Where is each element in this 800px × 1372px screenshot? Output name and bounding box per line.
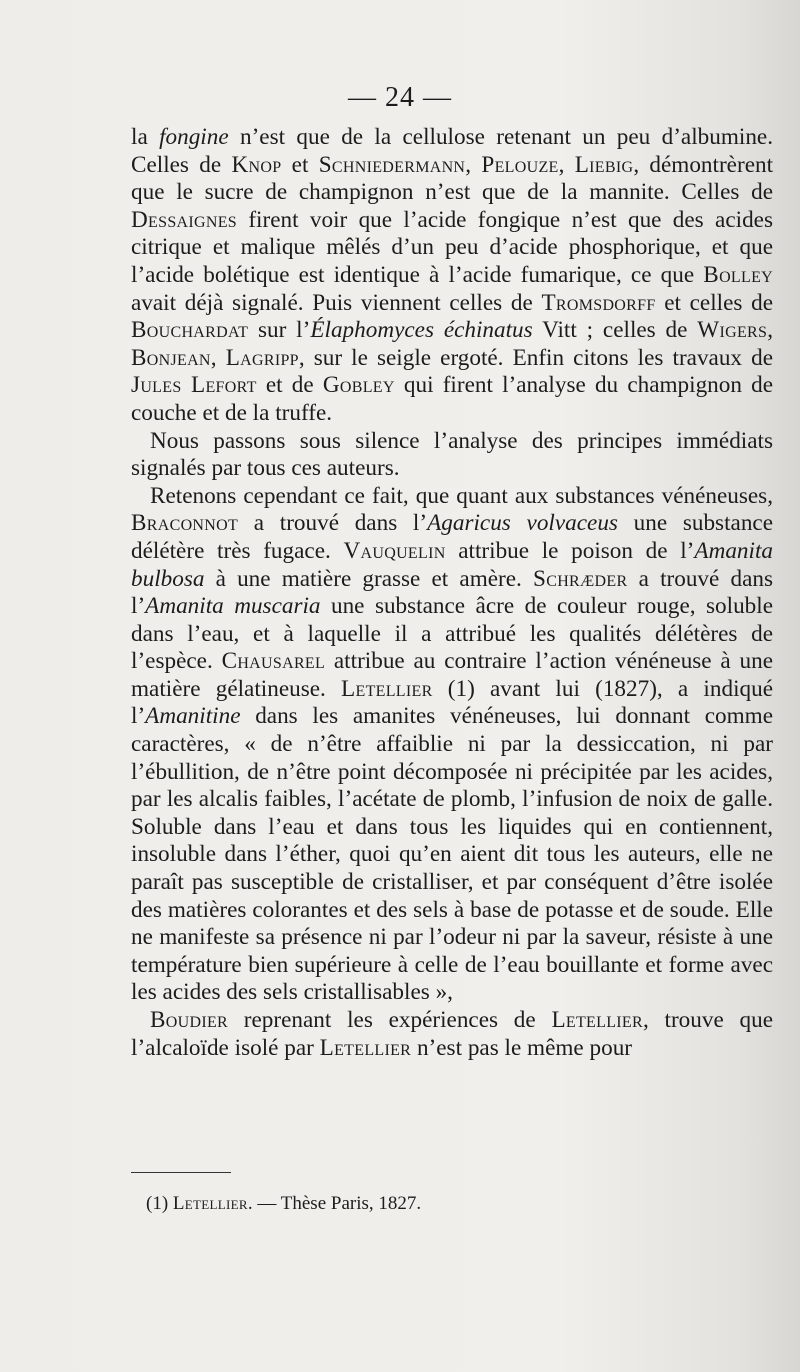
footnote-divider: [131, 1172, 231, 1173]
text-run: et celles de: [655, 289, 773, 316]
text-run: et de: [256, 372, 323, 399]
text-run: , sur le seigle ergoté. Enfin citons les travaux de: [298, 344, 774, 371]
author-name: Letellier: [319, 1034, 412, 1061]
text-run: a trouvé dans l’: [131, 565, 773, 620]
paragraph-1: [131, 124, 773, 428]
author-name: Lagripp: [225, 344, 299, 371]
author-name: Vauquelin: [343, 537, 446, 564]
author-name: Gobley: [322, 372, 395, 399]
italic-term: Amanitine: [145, 703, 241, 730]
author-name: Jules Lefort: [131, 372, 257, 399]
text-run: . — Thèse Paris, 1827.: [247, 1193, 422, 1214]
author-name: Bouchardat: [131, 317, 249, 344]
text-run: (1) avant lui (1827), a indiqué l’: [131, 675, 773, 730]
text-run: une substance délétère très fugace.: [131, 510, 773, 564]
text-run: ,: [558, 151, 575, 178]
text-run: ,: [767, 317, 773, 344]
text-run: , démontrèrent que le sucre de champignon n’est que de la mannite. Celles de: [131, 151, 774, 206]
text-run: qui firent l’analyse du champignon de couche et de la truffe.: [131, 372, 774, 426]
text-run: et: [281, 151, 319, 178]
author-name: Letellier: [551, 1007, 643, 1033]
text-run: attribue le poison de l’: [445, 537, 695, 564]
italic-term: Agaricus volvaceus: [427, 510, 618, 537]
text-run: à une matière grasse et amère.: [204, 565, 534, 592]
author-name: Bonjean: [131, 344, 211, 371]
paragraph-2: [131, 428, 773, 483]
italic-term: Élaphomyces échinatus: [310, 317, 533, 344]
text-run: , trouve que l’alcaloïde isolé par: [131, 1007, 773, 1061]
author-name: Tromsdorff: [541, 289, 656, 316]
author-name: Letellier: [172, 1193, 248, 1214]
author-name: Schniedermann: [318, 151, 466, 178]
text-run: n’est pas le même pour: [411, 1034, 633, 1061]
text-run: Vitt ; celles de: [532, 317, 698, 344]
author-name: Knop: [231, 151, 282, 178]
paragraph-4: [131, 1007, 773, 1062]
text-run: ,: [210, 344, 226, 371]
author-name: Chausarel: [221, 648, 326, 675]
text-run: dans les amanites vénéneuses, lui donnant comme caractères, « de n’être affaiblie ni par la dessiccation, ni par l’ébullition, de n’être point décomposée ni précipitée par les acides, par les alcalis faibles, l’acétate de plomb, l’infusion de noix de galle. Soluble dans l’eau et dans tous les liquides qui en contiennent, insoluble dans l’éther, quoi qu’en aient dit tous les auteurs, elle ne paraît pas susceptible de cristalliser, et par conséquent d’être isolée des matières colorantes et des sels à base de potasse et de soude. Elle ne manifeste sa présence ni par l’odeur ni par la saveur, résiste à une température bien supérieure à celle de l’eau bouillante et forme avec les acides des sels cristallisables »,: [131, 703, 773, 1006]
italic-term: Amanita muscaria: [145, 593, 321, 620]
author-name: Dessaignes: [131, 206, 237, 233]
text-run: Nous passons sous silence l’analyse des principes immédiats signalés par tous ces auteurs.: [131, 427, 773, 482]
author-name: Boudier: [150, 1007, 229, 1033]
text-run: Retenons cependant ce fait, que quant aux substances vénéneuses,: [150, 482, 773, 509]
text-run: avait déjà signalé. Puis viennent celles de: [131, 289, 542, 316]
text-run: une substance âcre de couleur rouge, soluble dans l’eau, et à laquelle il a attribué les qualités délétères de l’espèce.: [131, 593, 773, 675]
author-name: Liebig: [574, 151, 634, 178]
text-run: firent voir que l’acide fongique n’est que des acides citrique et malique mêlés d’un peu d’acide phosphorique, et que l’acide bolétique est identique à l’acide fumarique, ce que: [131, 206, 773, 288]
text-run: attribue au contraire l’action vénéneuse à une matière gélatineuse.: [131, 648, 773, 702]
italic-term: Amanita bulbosa: [131, 537, 773, 592]
page-number: — 24 —: [348, 82, 452, 113]
text-run: (1): [146, 1193, 173, 1214]
body-text: [131, 124, 773, 1062]
footnote: [146, 1192, 746, 1216]
author-name: Schræder: [533, 565, 628, 592]
author-name: Letellier: [341, 675, 433, 702]
italic-term: fongine: [159, 124, 229, 150]
author-name: Bolley: [703, 261, 773, 288]
text-run: a trouvé dans l’: [238, 510, 428, 537]
author-name: Pelouze: [481, 151, 559, 178]
text-run: ,: [465, 151, 482, 178]
text-run: n’est que de la cellulose retenant un peu d’albumine. Celles de: [131, 124, 773, 178]
text-run: la: [131, 124, 160, 150]
text-run: sur l’: [248, 317, 311, 344]
paragraph-3: [131, 483, 773, 1007]
text-run: reprenant les expériences de: [228, 1007, 552, 1033]
author-name: Wigers: [697, 317, 768, 344]
author-name: Braconnot: [131, 510, 239, 537]
